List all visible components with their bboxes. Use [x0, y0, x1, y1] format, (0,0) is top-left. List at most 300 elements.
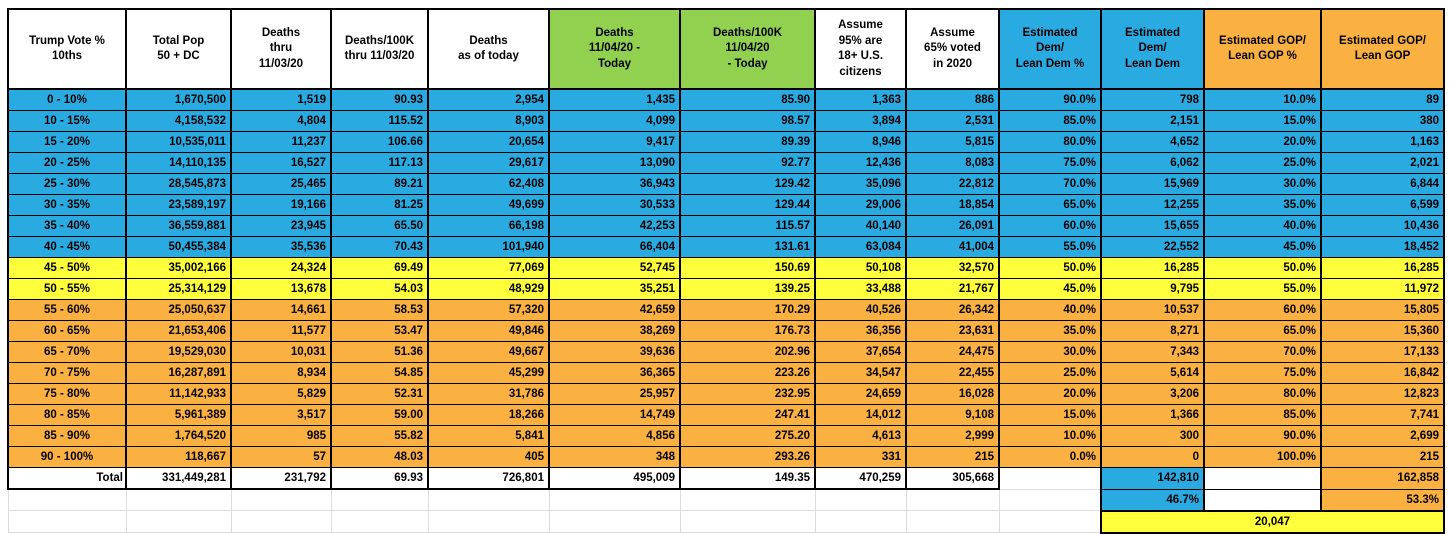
cell[interactable]: 223.26: [680, 363, 815, 384]
cell[interactable]: 36,559,881: [126, 216, 231, 237]
cell[interactable]: 29,006: [815, 195, 906, 216]
row-label[interactable]: 40 - 45%: [8, 237, 126, 258]
cell[interactable]: 58.53: [331, 300, 428, 321]
cell[interactable]: 1,519: [231, 89, 331, 111]
cell[interactable]: 11,972: [1321, 279, 1444, 300]
cell[interactable]: 23,631: [906, 321, 999, 342]
cell[interactable]: 65.0%: [1204, 321, 1321, 342]
header-cell-deaths-thru-110320[interactable]: [231, 9, 331, 89]
cell[interactable]: 35,002,166: [126, 258, 231, 279]
empty-cell[interactable]: [999, 489, 1101, 511]
cell[interactable]: 85.0%: [999, 111, 1101, 132]
cell[interactable]: 15,360: [1321, 321, 1444, 342]
row-label[interactable]: 20 - 25%: [8, 153, 126, 174]
row-label[interactable]: 65 - 70%: [8, 342, 126, 363]
cell[interactable]: 300: [1101, 426, 1204, 447]
header-line: Deaths/100K: [344, 34, 415, 47]
cell[interactable]: 4,804: [231, 111, 331, 132]
cell[interactable]: 49,846: [428, 321, 549, 342]
row-label[interactable]: 35 - 40%: [8, 216, 126, 237]
cell[interactable]: 59.00: [331, 405, 428, 426]
cell[interactable]: 117.13: [331, 153, 428, 174]
gop-total-cell[interactable]: 162,858: [1321, 468, 1444, 490]
empty-cell[interactable]: [8, 511, 126, 533]
cell[interactable]: 54.85: [331, 363, 428, 384]
cell[interactable]: 139.25: [680, 279, 815, 300]
header-line: - Today: [727, 57, 768, 70]
header-cell-deaths-as-of-today[interactable]: [428, 9, 549, 89]
cell[interactable]: 2,021: [1321, 153, 1444, 174]
cell[interactable]: 90.0%: [1204, 426, 1321, 447]
cell[interactable]: 25,465: [231, 174, 331, 195]
cell[interactable]: 32,570: [906, 258, 999, 279]
cell[interactable]: 215: [906, 447, 999, 468]
empty-cell[interactable]: [428, 511, 549, 533]
header-cell-estimated-dem[interactable]: [1101, 9, 1204, 89]
cell[interactable]: 100.0%: [1204, 447, 1321, 468]
empty-cell[interactable]: [680, 489, 815, 511]
empty-cell[interactable]: [815, 489, 906, 511]
cell[interactable]: 55.0%: [999, 237, 1101, 258]
summary-pct-row: [8, 489, 1444, 511]
cell[interactable]: 150.69: [680, 258, 815, 279]
cell[interactable]: 20,654: [428, 132, 549, 153]
cell[interactable]: 41,004: [906, 237, 999, 258]
cell[interactable]: 90.0%: [999, 89, 1101, 111]
cell[interactable]: 0.0%: [999, 447, 1101, 468]
empty-cell[interactable]: [815, 511, 906, 533]
cell[interactable]: 28,545,873: [126, 174, 231, 195]
row-label[interactable]: 25 - 30%: [8, 174, 126, 195]
empty-cell[interactable]: [126, 511, 231, 533]
cell[interactable]: 10,436: [1321, 216, 1444, 237]
cell[interactable]: 8,946: [815, 132, 906, 153]
cell[interactable]: 8,934: [231, 363, 331, 384]
row-label[interactable]: 45 - 50%: [8, 258, 126, 279]
cell[interactable]: 30.0%: [999, 342, 1101, 363]
cell[interactable]: 3,517: [231, 405, 331, 426]
cell[interactable]: 18,452: [1321, 237, 1444, 258]
cell[interactable]: 42,253: [549, 216, 680, 237]
row-label[interactable]: 90 - 100%: [8, 447, 126, 468]
cell[interactable]: 5,841: [428, 426, 549, 447]
cell[interactable]: 63,084: [815, 237, 906, 258]
cell[interactable]: 36,365: [549, 363, 680, 384]
cell[interactable]: 23,589,197: [126, 195, 231, 216]
cell[interactable]: 10,031: [231, 342, 331, 363]
cell[interactable]: 3,894: [815, 111, 906, 132]
header-cell-trump-vote-pct[interactable]: [8, 9, 126, 89]
cell[interactable]: 50.0%: [999, 258, 1101, 279]
cell[interactable]: 11,577: [231, 321, 331, 342]
cell[interactable]: 55.82: [331, 426, 428, 447]
cell[interactable]: 16,527: [231, 153, 331, 174]
cell[interactable]: 1,363: [815, 89, 906, 111]
cell[interactable]: 10,535,011: [126, 132, 231, 153]
cell[interactable]: 49,667: [428, 342, 549, 363]
cell[interactable]: 49,699: [428, 195, 549, 216]
total-label[interactable]: Total: [8, 468, 126, 490]
total-cell[interactable]: 726,801: [428, 468, 549, 490]
empty-cell[interactable]: [8, 489, 126, 511]
cell[interactable]: 6,599: [1321, 195, 1444, 216]
cell[interactable]: 25.0%: [1204, 153, 1321, 174]
cell[interactable]: 66,198: [428, 216, 549, 237]
cell[interactable]: 7,741: [1321, 405, 1444, 426]
cell[interactable]: 39,636: [549, 342, 680, 363]
cell[interactable]: 30,533: [549, 195, 680, 216]
cell[interactable]: 18,266: [428, 405, 549, 426]
table-row: [8, 363, 1444, 384]
cell[interactable]: 3,206: [1101, 384, 1204, 405]
empty-cell[interactable]: [331, 511, 428, 533]
cell[interactable]: 36,943: [549, 174, 680, 195]
empty-cell[interactable]: [126, 489, 231, 511]
cell[interactable]: 53.47: [331, 321, 428, 342]
cell[interactable]: 25,050,637: [126, 300, 231, 321]
cell[interactable]: 24,324: [231, 258, 331, 279]
cell[interactable]: 19,529,030: [126, 342, 231, 363]
cell[interactable]: 14,012: [815, 405, 906, 426]
cell[interactable]: 24,475: [906, 342, 999, 363]
cell[interactable]: 22,812: [906, 174, 999, 195]
row-label[interactable]: 15 - 20%: [8, 132, 126, 153]
cell[interactable]: 40,526: [815, 300, 906, 321]
cell[interactable]: 24,659: [815, 384, 906, 405]
cell[interactable]: 80.0%: [1204, 384, 1321, 405]
empty-cell[interactable]: [680, 511, 815, 533]
cell[interactable]: 5,815: [906, 132, 999, 153]
cell[interactable]: 50,455,384: [126, 237, 231, 258]
cell[interactable]: 275.20: [680, 426, 815, 447]
cell[interactable]: 66,404: [549, 237, 680, 258]
cell[interactable]: 129.44: [680, 195, 815, 216]
cell[interactable]: 115.52: [331, 111, 428, 132]
cell[interactable]: 15.0%: [999, 405, 1101, 426]
cell[interactable]: 1,163: [1321, 132, 1444, 153]
cell[interactable]: 35,251: [549, 279, 680, 300]
cell[interactable]: 20.0%: [999, 384, 1101, 405]
cell[interactable]: 12,255: [1101, 195, 1204, 216]
cell[interactable]: 115.57: [680, 216, 815, 237]
cell[interactable]: 1,366: [1101, 405, 1204, 426]
margin-cell[interactable]: 20,047: [1101, 511, 1444, 533]
cell[interactable]: 22,552: [1101, 237, 1204, 258]
cell[interactable]: 23,945: [231, 216, 331, 237]
cell[interactable]: 15,805: [1321, 300, 1444, 321]
header-cell-assume-95pct-adult-citizens[interactable]: [815, 9, 906, 89]
cell[interactable]: 35.0%: [1204, 195, 1321, 216]
cell[interactable]: 215: [1321, 447, 1444, 468]
cell[interactable]: 293.26: [680, 447, 815, 468]
row-label[interactable]: 10 - 15%: [8, 111, 126, 132]
cell[interactable]: 14,749: [549, 405, 680, 426]
cell[interactable]: 25.0%: [999, 363, 1101, 384]
cell[interactable]: 106.66: [331, 132, 428, 153]
cell[interactable]: 34,547: [815, 363, 906, 384]
cell[interactable]: 65.50: [331, 216, 428, 237]
cell[interactable]: 17,133: [1321, 342, 1444, 363]
cell[interactable]: 90.93: [331, 89, 428, 111]
cell[interactable]: 232.95: [680, 384, 815, 405]
cell[interactable]: 8,083: [906, 153, 999, 174]
header-cell-estimated-gop-pct[interactable]: [1204, 9, 1321, 89]
cell[interactable]: 40,140: [815, 216, 906, 237]
empty-cell[interactable]: [1204, 489, 1321, 511]
cell[interactable]: 129.42: [680, 174, 815, 195]
cell[interactable]: 7,343: [1101, 342, 1204, 363]
header-line: Lean GOP %: [1228, 50, 1297, 62]
cell[interactable]: 81.25: [331, 195, 428, 216]
cell[interactable]: 4,158,532: [126, 111, 231, 132]
cell[interactable]: 4,099: [549, 111, 680, 132]
cell[interactable]: 1,670,500: [126, 89, 231, 111]
empty-cell[interactable]: [999, 511, 1101, 533]
cell[interactable]: 45,299: [428, 363, 549, 384]
cell[interactable]: 30.0%: [1204, 174, 1321, 195]
cell[interactable]: 10.0%: [1204, 89, 1321, 111]
cell[interactable]: 5,961,389: [126, 405, 231, 426]
header-cell-total-pop[interactable]: [126, 9, 231, 89]
cell[interactable]: 5,829: [231, 384, 331, 405]
cell[interactable]: 31,786: [428, 384, 549, 405]
table-row: [8, 132, 1444, 153]
cell[interactable]: 35.0%: [999, 321, 1101, 342]
cell[interactable]: 20.0%: [1204, 132, 1321, 153]
header-line: 10ths: [51, 50, 83, 62]
cell[interactable]: 131.61: [680, 237, 815, 258]
table-row: [8, 153, 1444, 174]
cell[interactable]: 985: [231, 426, 331, 447]
cell[interactable]: 886: [906, 89, 999, 111]
empty-cell[interactable]: [549, 489, 680, 511]
cell[interactable]: 9,417: [549, 132, 680, 153]
header-line: Lean Dem %: [1015, 57, 1085, 70]
cell[interactable]: 89.39: [680, 132, 815, 153]
total-cell[interactable]: 470,259: [815, 468, 906, 490]
header-cell-deaths-110420-today[interactable]: [549, 9, 680, 89]
table-row: [8, 384, 1444, 405]
dem-total-cell[interactable]: 142,810: [1101, 468, 1204, 490]
cell[interactable]: 52,745: [549, 258, 680, 279]
cell[interactable]: 202.96: [680, 342, 815, 363]
empty-cell[interactable]: [231, 489, 331, 511]
table-row: [8, 300, 1444, 321]
cell[interactable]: 62,408: [428, 174, 549, 195]
cell[interactable]: 16,285: [1321, 258, 1444, 279]
cell[interactable]: 40.0%: [999, 300, 1101, 321]
cell[interactable]: 331: [815, 447, 906, 468]
cell[interactable]: 35,536: [231, 237, 331, 258]
header-line: Estimated: [1125, 26, 1180, 39]
row-label[interactable]: 70 - 75%: [8, 363, 126, 384]
total-cell[interactable]: 149.35: [680, 468, 815, 490]
cell[interactable]: 35,096: [815, 174, 906, 195]
cell[interactable]: 10.0%: [999, 426, 1101, 447]
row-label[interactable]: 30 - 35%: [8, 195, 126, 216]
cell[interactable]: 29,617: [428, 153, 549, 174]
cell[interactable]: 176.73: [680, 321, 815, 342]
cell[interactable]: 0: [1101, 447, 1204, 468]
header-cell-estimated-gop[interactable]: [1321, 9, 1444, 89]
cell[interactable]: 16,028: [906, 384, 999, 405]
cell[interactable]: 9,795: [1101, 279, 1204, 300]
total-cell[interactable]: 495,009: [549, 468, 680, 490]
empty-cell[interactable]: [906, 489, 999, 511]
cell[interactable]: 170.29: [680, 300, 815, 321]
cell[interactable]: 70.0%: [999, 174, 1101, 195]
header-cell-deaths-100k-110420-today[interactable]: [680, 9, 815, 89]
cell[interactable]: 75.0%: [1204, 363, 1321, 384]
table-row: [8, 342, 1444, 363]
cell[interactable]: 89: [1321, 89, 1444, 111]
header-line: 65% voted: [924, 42, 981, 55]
cell[interactable]: 80.0%: [999, 132, 1101, 153]
cell[interactable]: 45.0%: [999, 279, 1101, 300]
cell[interactable]: 12,436: [815, 153, 906, 174]
cell[interactable]: 37,654: [815, 342, 906, 363]
cell[interactable]: 70.43: [331, 237, 428, 258]
total-cell[interactable]: 69.93: [331, 468, 428, 490]
cell[interactable]: 25,314,129: [126, 279, 231, 300]
cell[interactable]: 26,091: [906, 216, 999, 237]
cell[interactable]: 45.0%: [1204, 237, 1321, 258]
gop-pct-cell[interactable]: 53.3%: [1321, 489, 1444, 511]
cell[interactable]: 70.0%: [1204, 342, 1321, 363]
row-label[interactable]: 50 - 55%: [8, 279, 126, 300]
cell[interactable]: 4,613: [815, 426, 906, 447]
cell[interactable]: 8,903: [428, 111, 549, 132]
cell[interactable]: 50,108: [815, 258, 906, 279]
header-cell-assume-65pct-voted[interactable]: [906, 9, 999, 89]
cell[interactable]: 1,764,520: [126, 426, 231, 447]
total-cell[interactable]: 305,668: [906, 468, 999, 490]
cell[interactable]: 89.21: [331, 174, 428, 195]
empty-cell[interactable]: [231, 511, 331, 533]
cell[interactable]: 85.90: [680, 89, 815, 111]
cell[interactable]: 13,678: [231, 279, 331, 300]
cell[interactable]: 118,667: [126, 447, 231, 468]
cell[interactable]: 9,108: [906, 405, 999, 426]
cell[interactable]: 33,488: [815, 279, 906, 300]
cell[interactable]: 13,090: [549, 153, 680, 174]
cell[interactable]: 405: [428, 447, 549, 468]
empty-cell[interactable]: [428, 489, 549, 511]
cell[interactable]: 77,069: [428, 258, 549, 279]
cell[interactable]: 22,455: [906, 363, 999, 384]
cell[interactable]: 42,659: [549, 300, 680, 321]
row-label[interactable]: 55 - 60%: [8, 300, 126, 321]
cell[interactable]: 2,699: [1321, 426, 1444, 447]
cell[interactable]: 52.31: [331, 384, 428, 405]
total-cell[interactable]: 331,449,281: [126, 468, 231, 490]
cell[interactable]: 10,537: [1101, 300, 1204, 321]
cell[interactable]: 25,957: [549, 384, 680, 405]
cell[interactable]: 60.0%: [1204, 300, 1321, 321]
cell[interactable]: 2,151: [1101, 111, 1204, 132]
cell[interactable]: 21,767: [906, 279, 999, 300]
cell[interactable]: 69.49: [331, 258, 428, 279]
cell[interactable]: 65.0%: [999, 195, 1101, 216]
cell[interactable]: 85.0%: [1204, 405, 1321, 426]
cell[interactable]: 15,655: [1101, 216, 1204, 237]
cell[interactable]: 11,142,933: [126, 384, 231, 405]
cell[interactable]: 26,342: [906, 300, 999, 321]
cell[interactable]: 16,285: [1101, 258, 1204, 279]
cell[interactable]: 48,929: [428, 279, 549, 300]
cell[interactable]: 38,269: [549, 321, 680, 342]
cell[interactable]: 2,999: [906, 426, 999, 447]
cell[interactable]: 75.0%: [999, 153, 1101, 174]
cell[interactable]: 19,166: [231, 195, 331, 216]
cell[interactable]: 40.0%: [1204, 216, 1321, 237]
cell[interactable]: 4,652: [1101, 132, 1204, 153]
cell[interactable]: 16,287,891: [126, 363, 231, 384]
empty-cell[interactable]: [1204, 468, 1321, 490]
cell[interactable]: 18,854: [906, 195, 999, 216]
cell[interactable]: 98.57: [680, 111, 815, 132]
empty-cell[interactable]: [999, 468, 1101, 490]
row-label[interactable]: 0 - 10%: [8, 89, 126, 111]
empty-cell[interactable]: [549, 511, 680, 533]
cell[interactable]: 2,954: [428, 89, 549, 111]
cell[interactable]: 36,356: [815, 321, 906, 342]
cell[interactable]: 11,237: [231, 132, 331, 153]
cell[interactable]: 48.03: [331, 447, 428, 468]
cell[interactable]: 6,062: [1101, 153, 1204, 174]
cell[interactable]: 380: [1321, 111, 1444, 132]
cell[interactable]: 21,653,406: [126, 321, 231, 342]
header-cell-estimated-dem-pct[interactable]: [999, 9, 1101, 89]
cell[interactable]: 5,614: [1101, 363, 1204, 384]
cell[interactable]: 15.0%: [1204, 111, 1321, 132]
header-cell-deaths-100k-thru-110320[interactable]: [331, 9, 428, 89]
cell[interactable]: 4,856: [549, 426, 680, 447]
cell[interactable]: 798: [1101, 89, 1204, 111]
cell[interactable]: 16,842: [1321, 363, 1444, 384]
cell[interactable]: 348: [549, 447, 680, 468]
cell[interactable]: 12,823: [1321, 384, 1444, 405]
cell[interactable]: 57: [231, 447, 331, 468]
cell[interactable]: 57,320: [428, 300, 549, 321]
cell[interactable]: 15,969: [1101, 174, 1204, 195]
cell[interactable]: 2,531: [906, 111, 999, 132]
dem-pct-cell[interactable]: 46.7%: [1101, 489, 1204, 511]
cell[interactable]: 14,110,135: [126, 153, 231, 174]
cell[interactable]: 60.0%: [999, 216, 1101, 237]
cell[interactable]: 55.0%: [1204, 279, 1321, 300]
cell[interactable]: 54.03: [331, 279, 428, 300]
row-label[interactable]: 80 - 85%: [8, 405, 126, 426]
cell[interactable]: 50.0%: [1204, 258, 1321, 279]
cell[interactable]: 92.77: [680, 153, 815, 174]
cell[interactable]: 14,661: [231, 300, 331, 321]
cell[interactable]: 8,271: [1101, 321, 1204, 342]
row-label[interactable]: 75 - 80%: [8, 384, 126, 405]
cell[interactable]: 1,435: [549, 89, 680, 111]
empty-cell[interactable]: [906, 511, 999, 533]
total-cell[interactable]: 231,792: [231, 468, 331, 490]
row-label[interactable]: 85 - 90%: [8, 426, 126, 447]
empty-cell[interactable]: [331, 489, 428, 511]
row-label[interactable]: 60 - 65%: [8, 321, 126, 342]
cell[interactable]: 247.41: [680, 405, 815, 426]
cell[interactable]: 6,844: [1321, 174, 1444, 195]
header-line: Estimated GOP/: [1219, 34, 1306, 47]
header-line: Dem/: [1138, 42, 1167, 55]
cell[interactable]: 101,940: [428, 237, 549, 258]
cell[interactable]: 51.36: [331, 342, 428, 363]
